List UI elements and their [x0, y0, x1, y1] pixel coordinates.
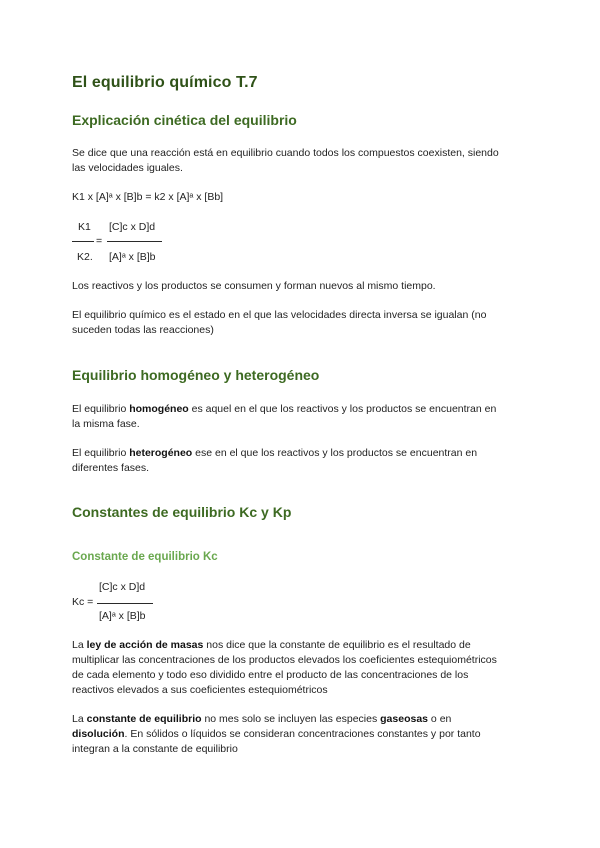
fraction-bar-right [107, 241, 162, 242]
paragraph-definition-line1: Se dice que una reacción está en equilibrio cuando todos los compuestos coexisten, siendo [72, 147, 499, 159]
paragraph-homogeneous-line1: El equilibrio homogéneo es aquel en el que los reactivos y los productos se encuentran en [72, 403, 497, 415]
paragraph-mass-action-line1: La ley de acción de masas nos dice que la constante de equilibrio es el resultado de [72, 639, 471, 651]
paragraph-constant-line2: disolución. En sólidos o líquidos se consideran concentraciones constantes y por tanto [72, 728, 481, 740]
kc-denominator: [A]ᵃ x [B]b [99, 610, 146, 622]
ratio-numerator-left: K1 [78, 221, 91, 233]
rate-equation: K1 x [A]ᵃ x [B]b = k2 x [A]ᵃ x [Bb] [72, 191, 224, 203]
paragraph-homogeneous-line2: la misma fase. [72, 418, 140, 430]
page-title: El equilibrio químico T.7 [72, 74, 258, 91]
ratio-denominator-left: K2. [77, 251, 93, 263]
term-heterogeneo: heterogéneo [129, 447, 193, 459]
section-heading-homogeneous: Equilibrio homogéneo y heterogéneo [72, 367, 320, 383]
paragraph-mass-action-line2: multiplicar las concentraciones de los productos elevados los coeficientes estequiométricos [72, 654, 497, 666]
term-disolucion: disolución [72, 728, 125, 740]
paragraph-consume: Los reactivos y los productos se consumen y forman nuevos al mismo tiempo. [72, 280, 436, 292]
subheading-kc: Constante de equilibrio Kc [72, 551, 218, 563]
term-gaseosas: gaseosas [380, 713, 429, 725]
paragraph-mass-action-line3: de cada elemento y todo eso dividido entre el producto de las concentraciones de los [72, 669, 469, 681]
paragraph-heterogeneous-line2: diferentes fases. [72, 462, 150, 474]
paragraph-heterogeneous-line1: El equilibrio heterogéneo ese en el que los reactivos y los productos se encuentran en [72, 447, 478, 459]
section-heading-constants: Constantes de equilibrio Kc y Kp [72, 504, 292, 520]
kc-numerator: [C]c x D]d [99, 581, 146, 593]
term-ley-accion-masas: ley de acción de masas [86, 639, 204, 651]
paragraph-constant-line1: La constante de equilibrio no mes solo se incluyen las especies gaseosas o en [72, 713, 452, 725]
paragraph-equilibrium-line1: El equilibrio químico es el estado en el que las velocidades directa inversa se igualan (no [72, 309, 487, 321]
term-homogeneo: homogéneo [129, 403, 189, 415]
paragraph-equilibrium-line2: suceden todas las reacciones) [72, 324, 214, 336]
paragraph-constant-line3: integran a la constante de equilibrio [72, 743, 238, 755]
paragraph-definition-line2: las velocidades iguales. [72, 162, 183, 174]
kc-fraction-bar [97, 603, 153, 604]
ratio-denominator-right: [A]ᵃ x [B]b [109, 251, 156, 263]
section-heading-kinetic: Explicación cinética del equilibrio [72, 112, 297, 128]
term-constante-equilibrio: constante de equilibrio [86, 713, 202, 725]
ratio-numerator-right: [C]c x D]d [109, 221, 156, 233]
kc-label: Kc = [72, 596, 94, 608]
paragraph-mass-action-line4: reactivos elevados a sus coeficientes estequiométricos [72, 684, 328, 696]
fraction-bar-left [72, 241, 94, 242]
ratio-equals: = [96, 235, 103, 247]
